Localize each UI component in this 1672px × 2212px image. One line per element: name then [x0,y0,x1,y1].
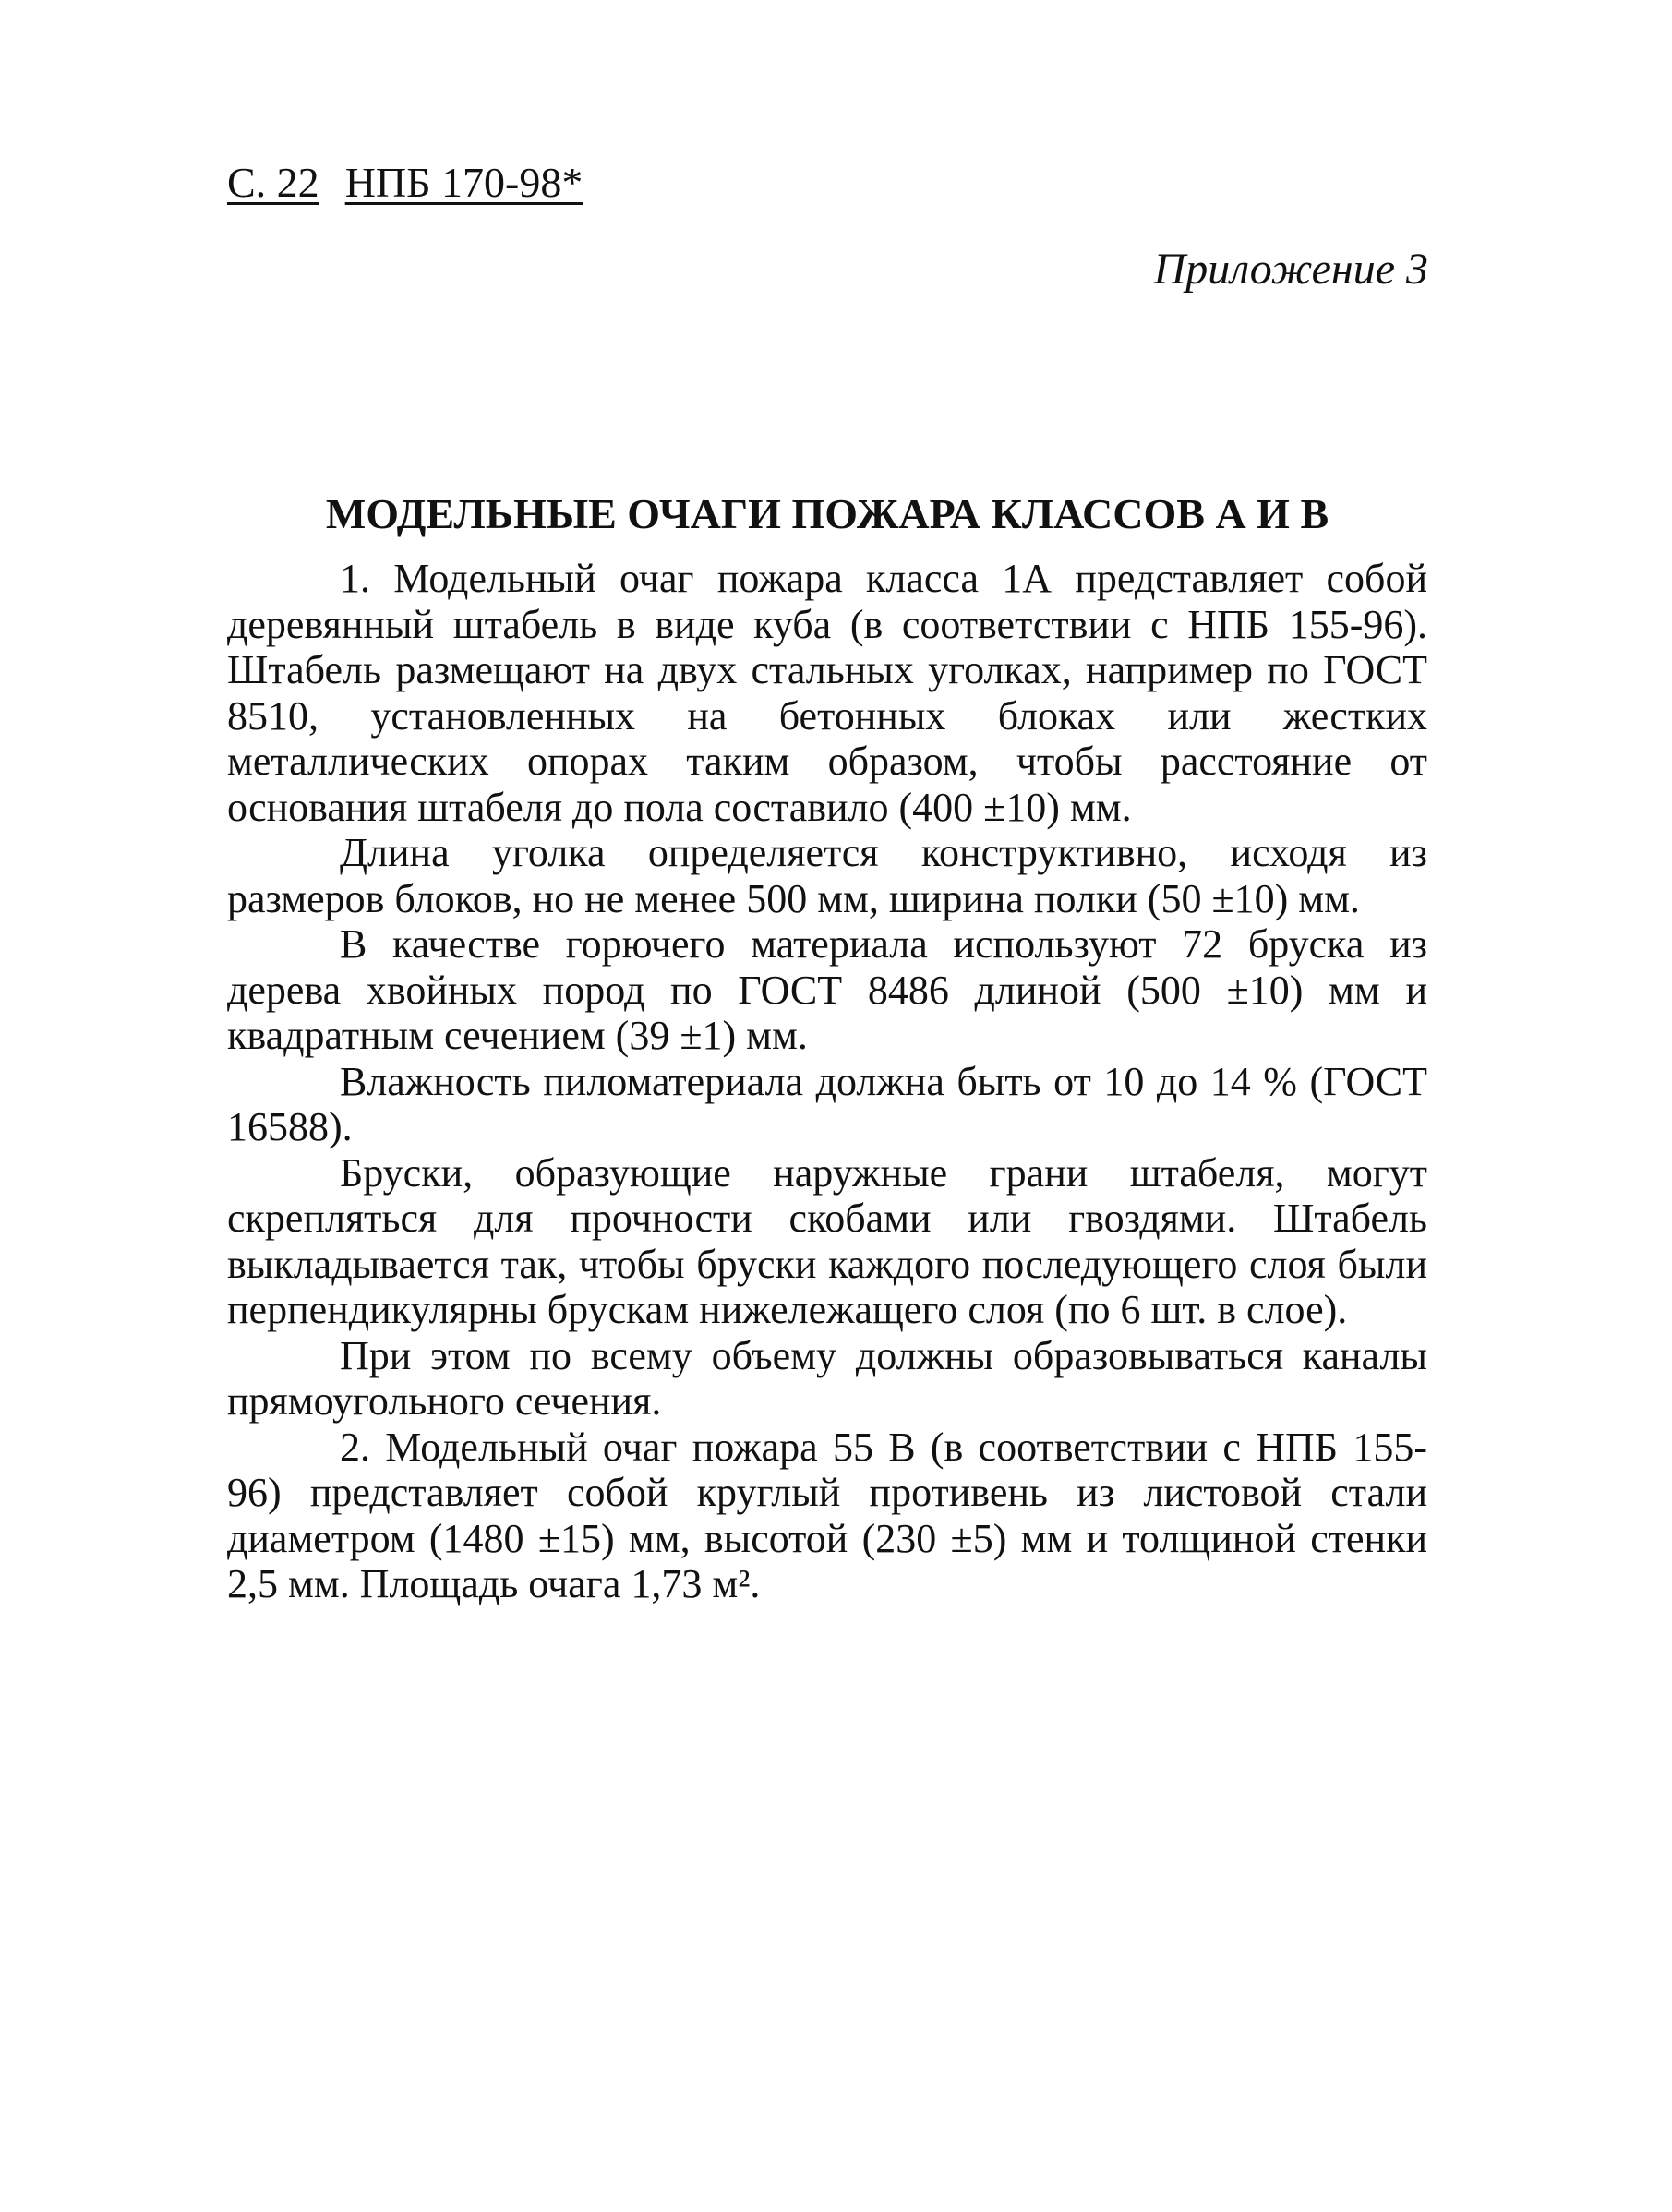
paragraph-4: Влажность пиломатериала должна быть от 10 до 14 % (ГОСТ 16588). [227,1058,1427,1149]
document-code: НПБ 170-98* [344,159,583,206]
paragraph-2: Длина уголка определяется конструктивно, исходя из размеров блоков, но не менее 500 мм, ширина полки (50 ±10) мм. [227,830,1427,921]
paragraph-6: При этом по всему объему должны образовываться каналы прямоугольного сечения. [227,1332,1427,1424]
paragraph-3: В качестве горючего материала используют 72 бруска из дерева хвойных пород по ГОСТ 8486 длиной (500 ±10) мм и квадратным сечением (39 ±1) мм. [227,921,1427,1058]
paragraph-7: 2. Модельный очаг пожара 55 В (в соответствии с НПБ 155-96) представляет собой круглый противень из листовой стали диаметром (1480 ±15) мм, высотой (230 ±5) мм и толщиной стенки 2,5 мм. Площадь очага 1,73 м². [227,1424,1427,1606]
body-text [227,556,1427,1607]
paragraph-1: 1. Модельный очаг пожара класса 1А представляет собой деревянный штабель в виде куба (в соответствии с НПБ 155-96). Штабель размещают на двух стальных уголках, например по ГОСТ 8510, установленных на бетонных блоках или жестких металлических опорах таким образом, чтобы расстояние от основания штабеля до пола составило (400 ±10) мм. [227,556,1427,830]
page-number: С. 22 [227,159,319,206]
appendix-label: Приложение 3 [1153,245,1428,294]
section-title: МОДЕЛЬНЫЕ ОЧАГИ ПОЖАРА КЛАССОВ А И В [325,490,1329,537]
running-header [227,159,583,206]
paragraph-5: Бруски, образующие наружные грани штабеля, могут скрепляться для прочности скобами или гвоздями. Штабель выкладывается так, чтобы бруски каждого последующего слоя были перпендикулярны брускам нижележащего слоя (по 6 шт. в слое). [227,1149,1427,1332]
